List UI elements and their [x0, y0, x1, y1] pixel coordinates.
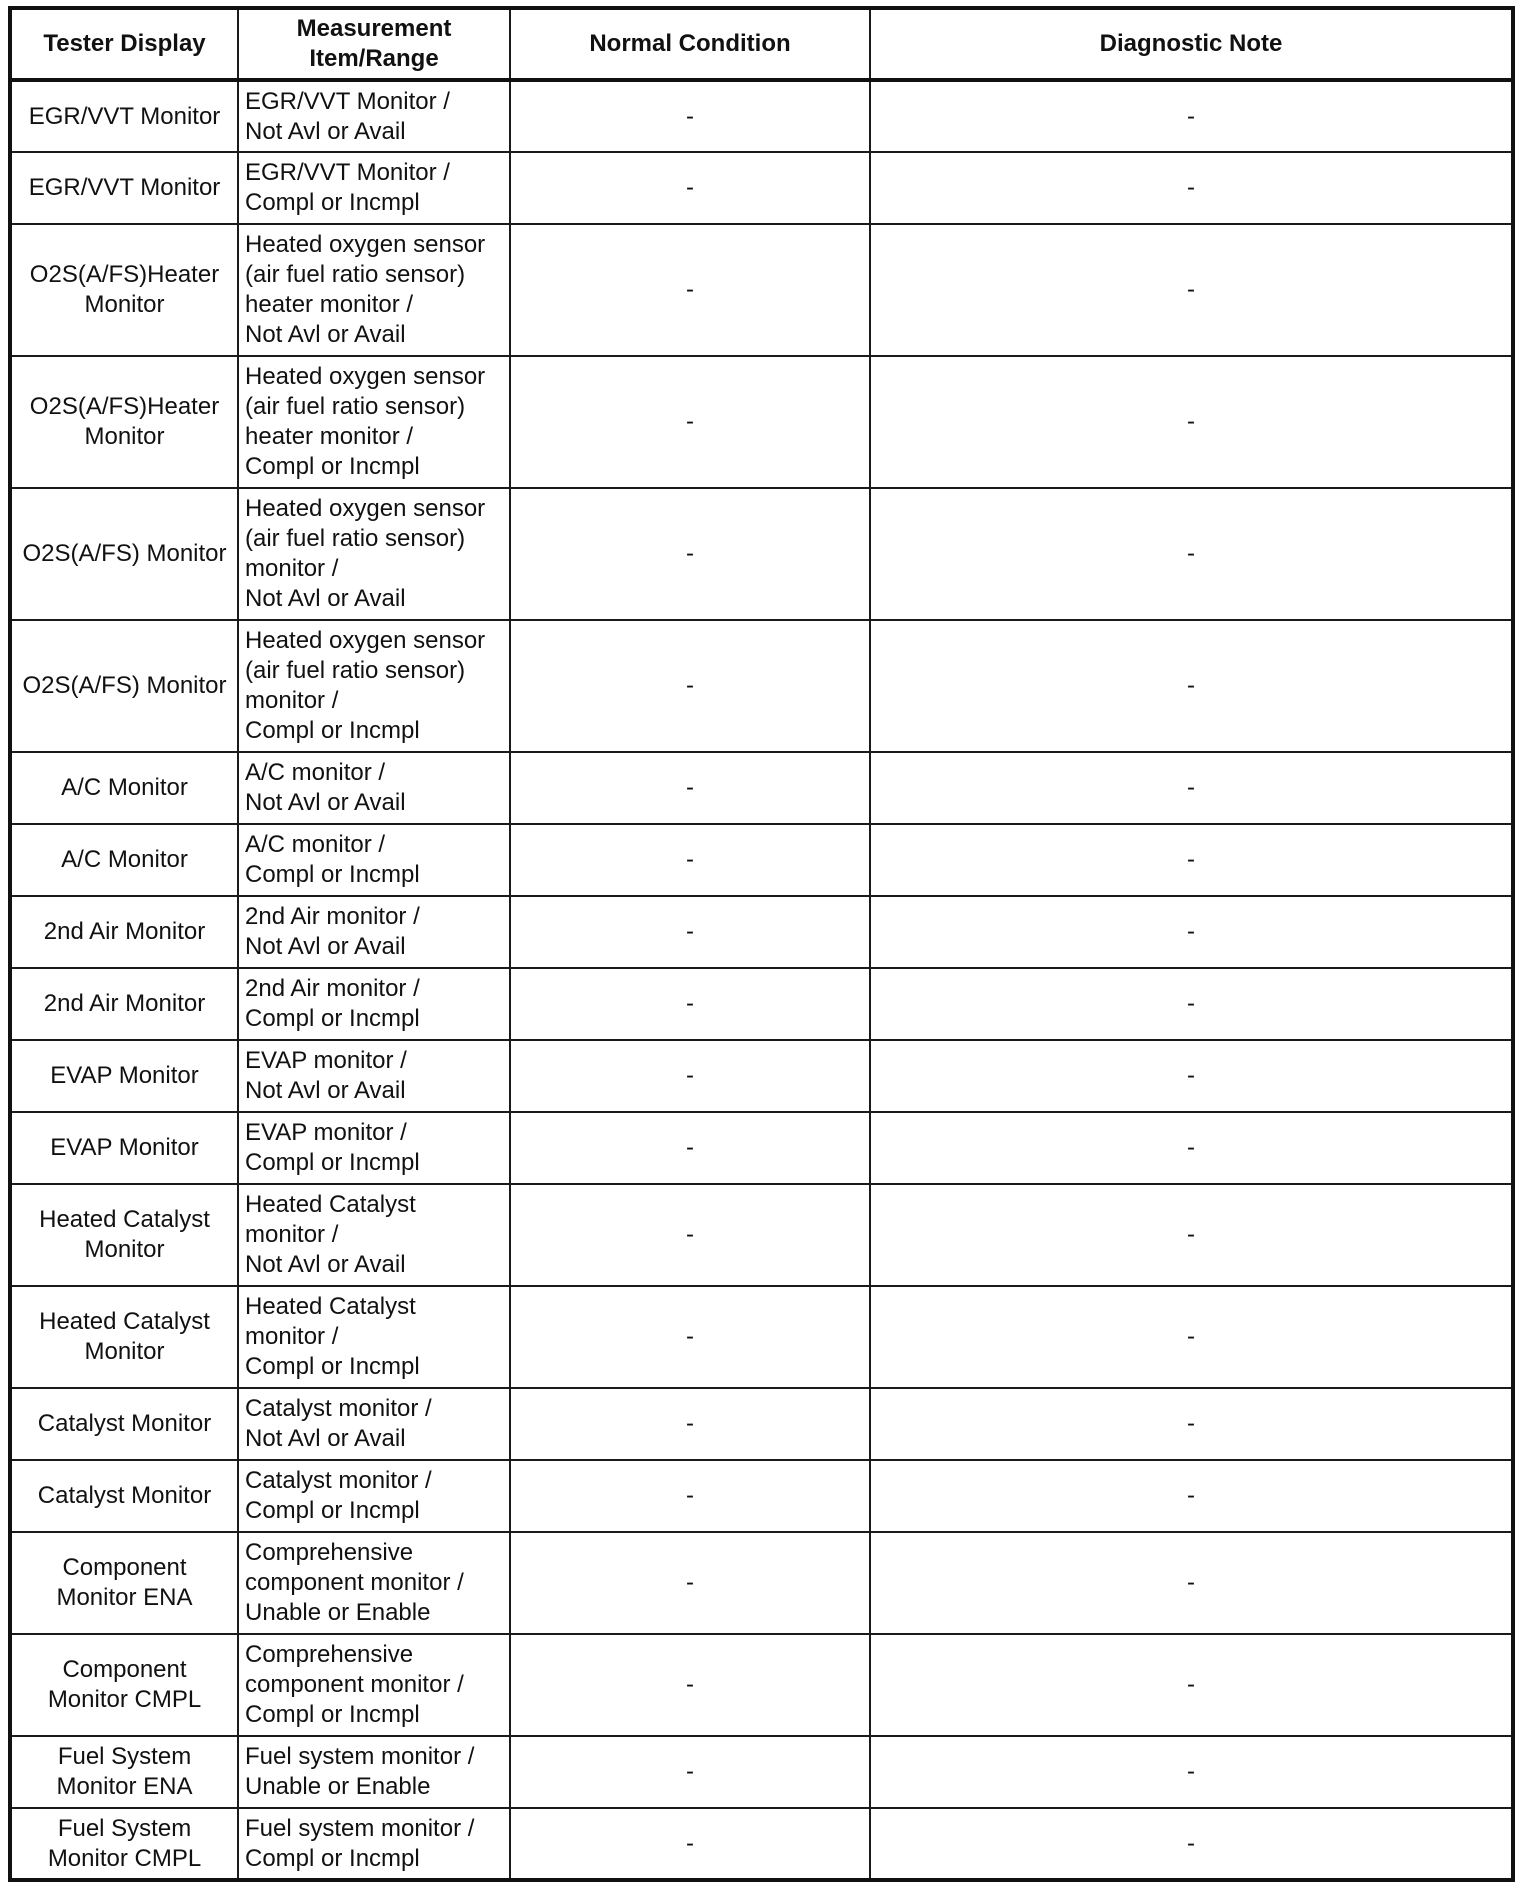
tester-display-cell: [10, 152, 238, 224]
diagnostic-note-cell: -: [870, 356, 1513, 488]
measurement-item-text: Compl or Incmpl: [245, 1497, 420, 1524]
measurement-item-text: Not Avl or Avail: [245, 933, 406, 960]
tester-display-cell: [10, 1634, 238, 1736]
normal-condition-cell: -: [510, 80, 870, 152]
measurement-item-cell: [238, 1460, 510, 1532]
measurement-item-text: Comprehensive: [245, 1641, 414, 1668]
tester-display-text: Heated Catalyst: [39, 1206, 210, 1233]
normal-condition-cell: -: [510, 896, 870, 968]
diagnostic-note-cell: -: [870, 896, 1513, 968]
table-row: [10, 488, 1513, 620]
table-row: [10, 1184, 1513, 1286]
tester-display-text: EGR/VVT Monitor: [28, 174, 221, 201]
measurement-item-text: Heated Catalyst: [245, 1293, 416, 1320]
normal-condition-cell: -: [510, 1460, 870, 1532]
measurement-item-text: Compl or Incmpl: [245, 1353, 420, 1380]
table-row: [10, 224, 1513, 356]
measurement-item-text: monitor /: [245, 555, 339, 582]
tester-display-text: Monitor ENA: [56, 1584, 193, 1611]
measurement-item-text: component monitor /: [245, 1671, 464, 1698]
normal-condition-cell: -: [510, 1286, 870, 1388]
normal-condition-cell: -: [510, 1532, 870, 1634]
normal-condition-cell: -: [510, 1808, 870, 1880]
measurement-item-cell: [238, 1040, 510, 1112]
tester-display-cell: [10, 1040, 238, 1112]
measurement-item-cell: [238, 224, 510, 356]
measurement-item-text: Heated oxygen sensor: [245, 495, 486, 522]
diagnostic-note-cell: -: [870, 824, 1513, 896]
tester-display-text: A/C Monitor: [61, 846, 188, 873]
tester-display-cell: [10, 80, 238, 152]
measurement-item-text: Not Avl or Avail: [245, 1251, 406, 1278]
tester-display-text: Component: [62, 1554, 187, 1581]
header-row: [10, 8, 1513, 80]
tester-display-text: EGR/VVT Monitor: [28, 102, 221, 130]
diagnostic-note-cell: -: [870, 1808, 1513, 1880]
measurement-item-text: Heated oxygen sensor: [245, 363, 486, 390]
measurement-item-text: Unable or Enable: [245, 1599, 431, 1626]
tester-display-text: Monitor: [84, 291, 165, 318]
table-row: [10, 896, 1513, 968]
table-row: [10, 1040, 1513, 1112]
header-tester-display: Tester Display: [10, 8, 238, 80]
measurement-item-cell: [238, 1532, 510, 1634]
diagnostic-note-cell: -: [870, 1388, 1513, 1460]
measurement-item-text: Catalyst monitor /: [245, 1395, 432, 1422]
diagnostic-note-cell: -: [870, 152, 1513, 224]
tester-display-cell: [10, 1736, 238, 1808]
normal-condition-cell: -: [510, 1736, 870, 1808]
measurement-item-text: EGR/VVT Monitor /: [245, 159, 450, 186]
diagnostic-note-cell: -: [870, 1634, 1513, 1736]
table-row: [10, 152, 1513, 224]
tester-display-text: O2S(A/FS)Heater: [29, 393, 220, 420]
tester-display-text: Catalyst Monitor: [37, 1482, 212, 1509]
table-row: [10, 752, 1513, 824]
measurement-item-text: Compl or Incmpl: [245, 717, 420, 744]
normal-condition-cell: -: [510, 356, 870, 488]
tester-display-cell: [10, 488, 238, 620]
measurement-item-text: A/C monitor /: [245, 759, 386, 786]
measurement-item-text: monitor /: [245, 687, 339, 714]
measurement-item-text: Compl or Incmpl: [245, 1149, 420, 1176]
tester-display-text: Monitor: [84, 1236, 165, 1263]
measurement-item-text: Fuel system monitor /: [245, 1814, 475, 1842]
measurement-item-cell: [238, 1736, 510, 1808]
measurement-item-cell: [238, 1286, 510, 1388]
tester-display-text: EVAP Monitor: [50, 1062, 199, 1089]
tester-display-text: A/C Monitor: [61, 774, 188, 801]
measurement-item-text: Not Avl or Avail: [245, 117, 406, 145]
tester-display-text: Monitor ENA: [56, 1773, 193, 1800]
header-measurement-line1: Measurement: [296, 15, 452, 42]
table-row: [10, 1808, 1513, 1880]
tester-display-text: Fuel System: [57, 1814, 192, 1842]
diagnostic-note-cell: -: [870, 968, 1513, 1040]
normal-condition-cell: -: [510, 1634, 870, 1736]
measurement-item-text: Comprehensive: [245, 1539, 414, 1566]
normal-condition-cell: -: [510, 1040, 870, 1112]
tester-display-text: O2S(A/FS) Monitor: [22, 540, 227, 567]
measurement-item-text: heater monitor /: [245, 291, 414, 318]
measurement-item-text: Compl or Incmpl: [245, 1005, 420, 1032]
header-measurement-item: [238, 8, 510, 80]
tester-display-text: Monitor: [84, 1338, 165, 1365]
table-row: [10, 1286, 1513, 1388]
measurement-item-text: Fuel system monitor /: [245, 1743, 475, 1770]
tester-display-text: Heated Catalyst: [39, 1308, 210, 1335]
table-row: [10, 1112, 1513, 1184]
table-row: [10, 1532, 1513, 1634]
diagnostic-note-cell: -: [870, 1112, 1513, 1184]
tester-display-text: Catalyst Monitor: [37, 1410, 212, 1437]
measurement-item-cell: [238, 896, 510, 968]
diagnostic-note-cell: -: [870, 80, 1513, 152]
measurement-item-text: (air fuel ratio sensor): [245, 261, 466, 288]
tester-display-text: 2nd Air Monitor: [43, 990, 206, 1017]
normal-condition-cell: -: [510, 488, 870, 620]
measurement-item-cell: [238, 1808, 510, 1880]
normal-condition-cell: -: [510, 1184, 870, 1286]
diagnostic-note-cell: -: [870, 1736, 1513, 1808]
table-row: [10, 824, 1513, 896]
measurement-item-cell: [238, 1634, 510, 1736]
normal-condition-cell: -: [510, 1112, 870, 1184]
measurement-item-cell: [238, 152, 510, 224]
table-row: [10, 968, 1513, 1040]
table-row: [10, 80, 1513, 152]
measurement-item-text: Compl or Incmpl: [245, 189, 420, 216]
tester-display-cell: [10, 1286, 238, 1388]
tester-display-cell: [10, 752, 238, 824]
measurement-item-text: Heated oxygen sensor: [245, 627, 486, 654]
header-diagnostic-note: Diagnostic Note: [870, 8, 1513, 80]
tester-display-text: O2S(A/FS) Monitor: [22, 672, 227, 699]
measurement-item-text: component monitor /: [245, 1569, 464, 1596]
measurement-item-cell: [238, 1388, 510, 1460]
table-row: [10, 620, 1513, 752]
measurement-item-cell: [238, 620, 510, 752]
tester-display-cell: [10, 224, 238, 356]
diagnostic-note-cell: -: [870, 1184, 1513, 1286]
diagnostic-note-cell: -: [870, 752, 1513, 824]
measurement-item-text: monitor /: [245, 1323, 339, 1350]
measurement-item-cell: [238, 1112, 510, 1184]
measurement-item-text: Not Avl or Avail: [245, 585, 406, 612]
measurement-item-cell: [238, 824, 510, 896]
tester-display-cell: [10, 356, 238, 488]
measurement-item-cell: [238, 1184, 510, 1286]
tester-display-cell: [10, 1808, 238, 1880]
measurement-item-cell: [238, 80, 510, 152]
measurement-item-text: Unable or Enable: [245, 1773, 431, 1800]
document-page: [8, 6, 1511, 1882]
diagnostic-note-cell: -: [870, 1040, 1513, 1112]
measurement-item-text: Compl or Incmpl: [245, 453, 420, 480]
measurement-item-text: Compl or Incmpl: [245, 1701, 420, 1728]
measurement-item-text: 2nd Air monitor /: [245, 975, 420, 1002]
table-row: [10, 356, 1513, 488]
measurement-item-text: 2nd Air monitor /: [245, 903, 420, 930]
measurement-item-text: Catalyst monitor /: [245, 1467, 432, 1494]
table-row: [10, 1634, 1513, 1736]
measurement-item-text: EGR/VVT Monitor /: [245, 87, 450, 115]
measurement-item-text: (air fuel ratio sensor): [245, 525, 466, 552]
measurement-item-text: EVAP monitor /: [245, 1119, 407, 1146]
table-row: [10, 1388, 1513, 1460]
tester-display-text: Monitor: [84, 423, 165, 450]
diagnostic-note-cell: -: [870, 224, 1513, 356]
normal-condition-cell: -: [510, 752, 870, 824]
tester-display-text: O2S(A/FS)Heater: [29, 261, 220, 288]
measurement-item-text: EVAP monitor /: [245, 1047, 407, 1074]
tester-display-text: Component: [62, 1656, 187, 1683]
normal-condition-cell: -: [510, 152, 870, 224]
measurement-item-text: Not Avl or Avail: [245, 1425, 406, 1452]
measurement-item-text: (air fuel ratio sensor): [245, 657, 466, 684]
header-normal-condition: Normal Condition: [510, 8, 870, 80]
diagnostic-note-cell: -: [870, 1532, 1513, 1634]
header-measurement-line2: Item/Range: [309, 45, 439, 72]
measurement-item-text: Not Avl or Avail: [245, 1077, 406, 1104]
table-row: [10, 1736, 1513, 1808]
measurement-item-text: Heated Catalyst: [245, 1191, 416, 1218]
tester-display-text: Fuel System: [57, 1743, 192, 1770]
measurement-item-text: Not Avl or Avail: [245, 789, 406, 816]
normal-condition-cell: -: [510, 224, 870, 356]
measurement-item-text: Not Avl or Avail: [245, 321, 406, 348]
measurement-item-cell: [238, 752, 510, 824]
normal-condition-cell: -: [510, 620, 870, 752]
normal-condition-cell: -: [510, 1388, 870, 1460]
tester-display-text: 2nd Air Monitor: [43, 918, 206, 945]
measurement-item-cell: [238, 356, 510, 488]
measurement-item-text: Compl or Incmpl: [245, 1844, 420, 1872]
measurement-item-text: heater monitor /: [245, 423, 414, 450]
table-body: [10, 80, 1513, 1880]
measurement-item-cell: [238, 968, 510, 1040]
diagnostic-note-cell: -: [870, 1286, 1513, 1388]
tester-display-cell: [10, 968, 238, 1040]
tester-display-cell: [10, 896, 238, 968]
tester-display-cell: [10, 1460, 238, 1532]
normal-condition-cell: -: [510, 968, 870, 1040]
table-row: [10, 1460, 1513, 1532]
measurement-item-cell: [238, 488, 510, 620]
measurement-item-text: monitor /: [245, 1221, 339, 1248]
tester-display-text: Monitor CMPL: [47, 1844, 202, 1872]
diagnostic-note-cell: -: [870, 1460, 1513, 1532]
measurement-item-text: (air fuel ratio sensor): [245, 393, 466, 420]
measurement-item-text: Compl or Incmpl: [245, 861, 420, 888]
measurement-item-text: Heated oxygen sensor: [245, 231, 486, 258]
tester-display-cell: [10, 1184, 238, 1286]
normal-condition-cell: -: [510, 824, 870, 896]
diagnostic-note-cell: -: [870, 488, 1513, 620]
diagnostic-note-cell: -: [870, 620, 1513, 752]
tester-display-cell: [10, 1532, 238, 1634]
measurement-item-text: A/C monitor /: [245, 831, 386, 858]
tester-display-text: Monitor CMPL: [47, 1686, 202, 1713]
tester-display-cell: [10, 1388, 238, 1460]
tester-display-cell: [10, 824, 238, 896]
tester-display-cell: [10, 1112, 238, 1184]
tester-display-cell: [10, 620, 238, 752]
monitor-table: [8, 6, 1515, 1882]
tester-display-text: EVAP Monitor: [50, 1134, 199, 1161]
